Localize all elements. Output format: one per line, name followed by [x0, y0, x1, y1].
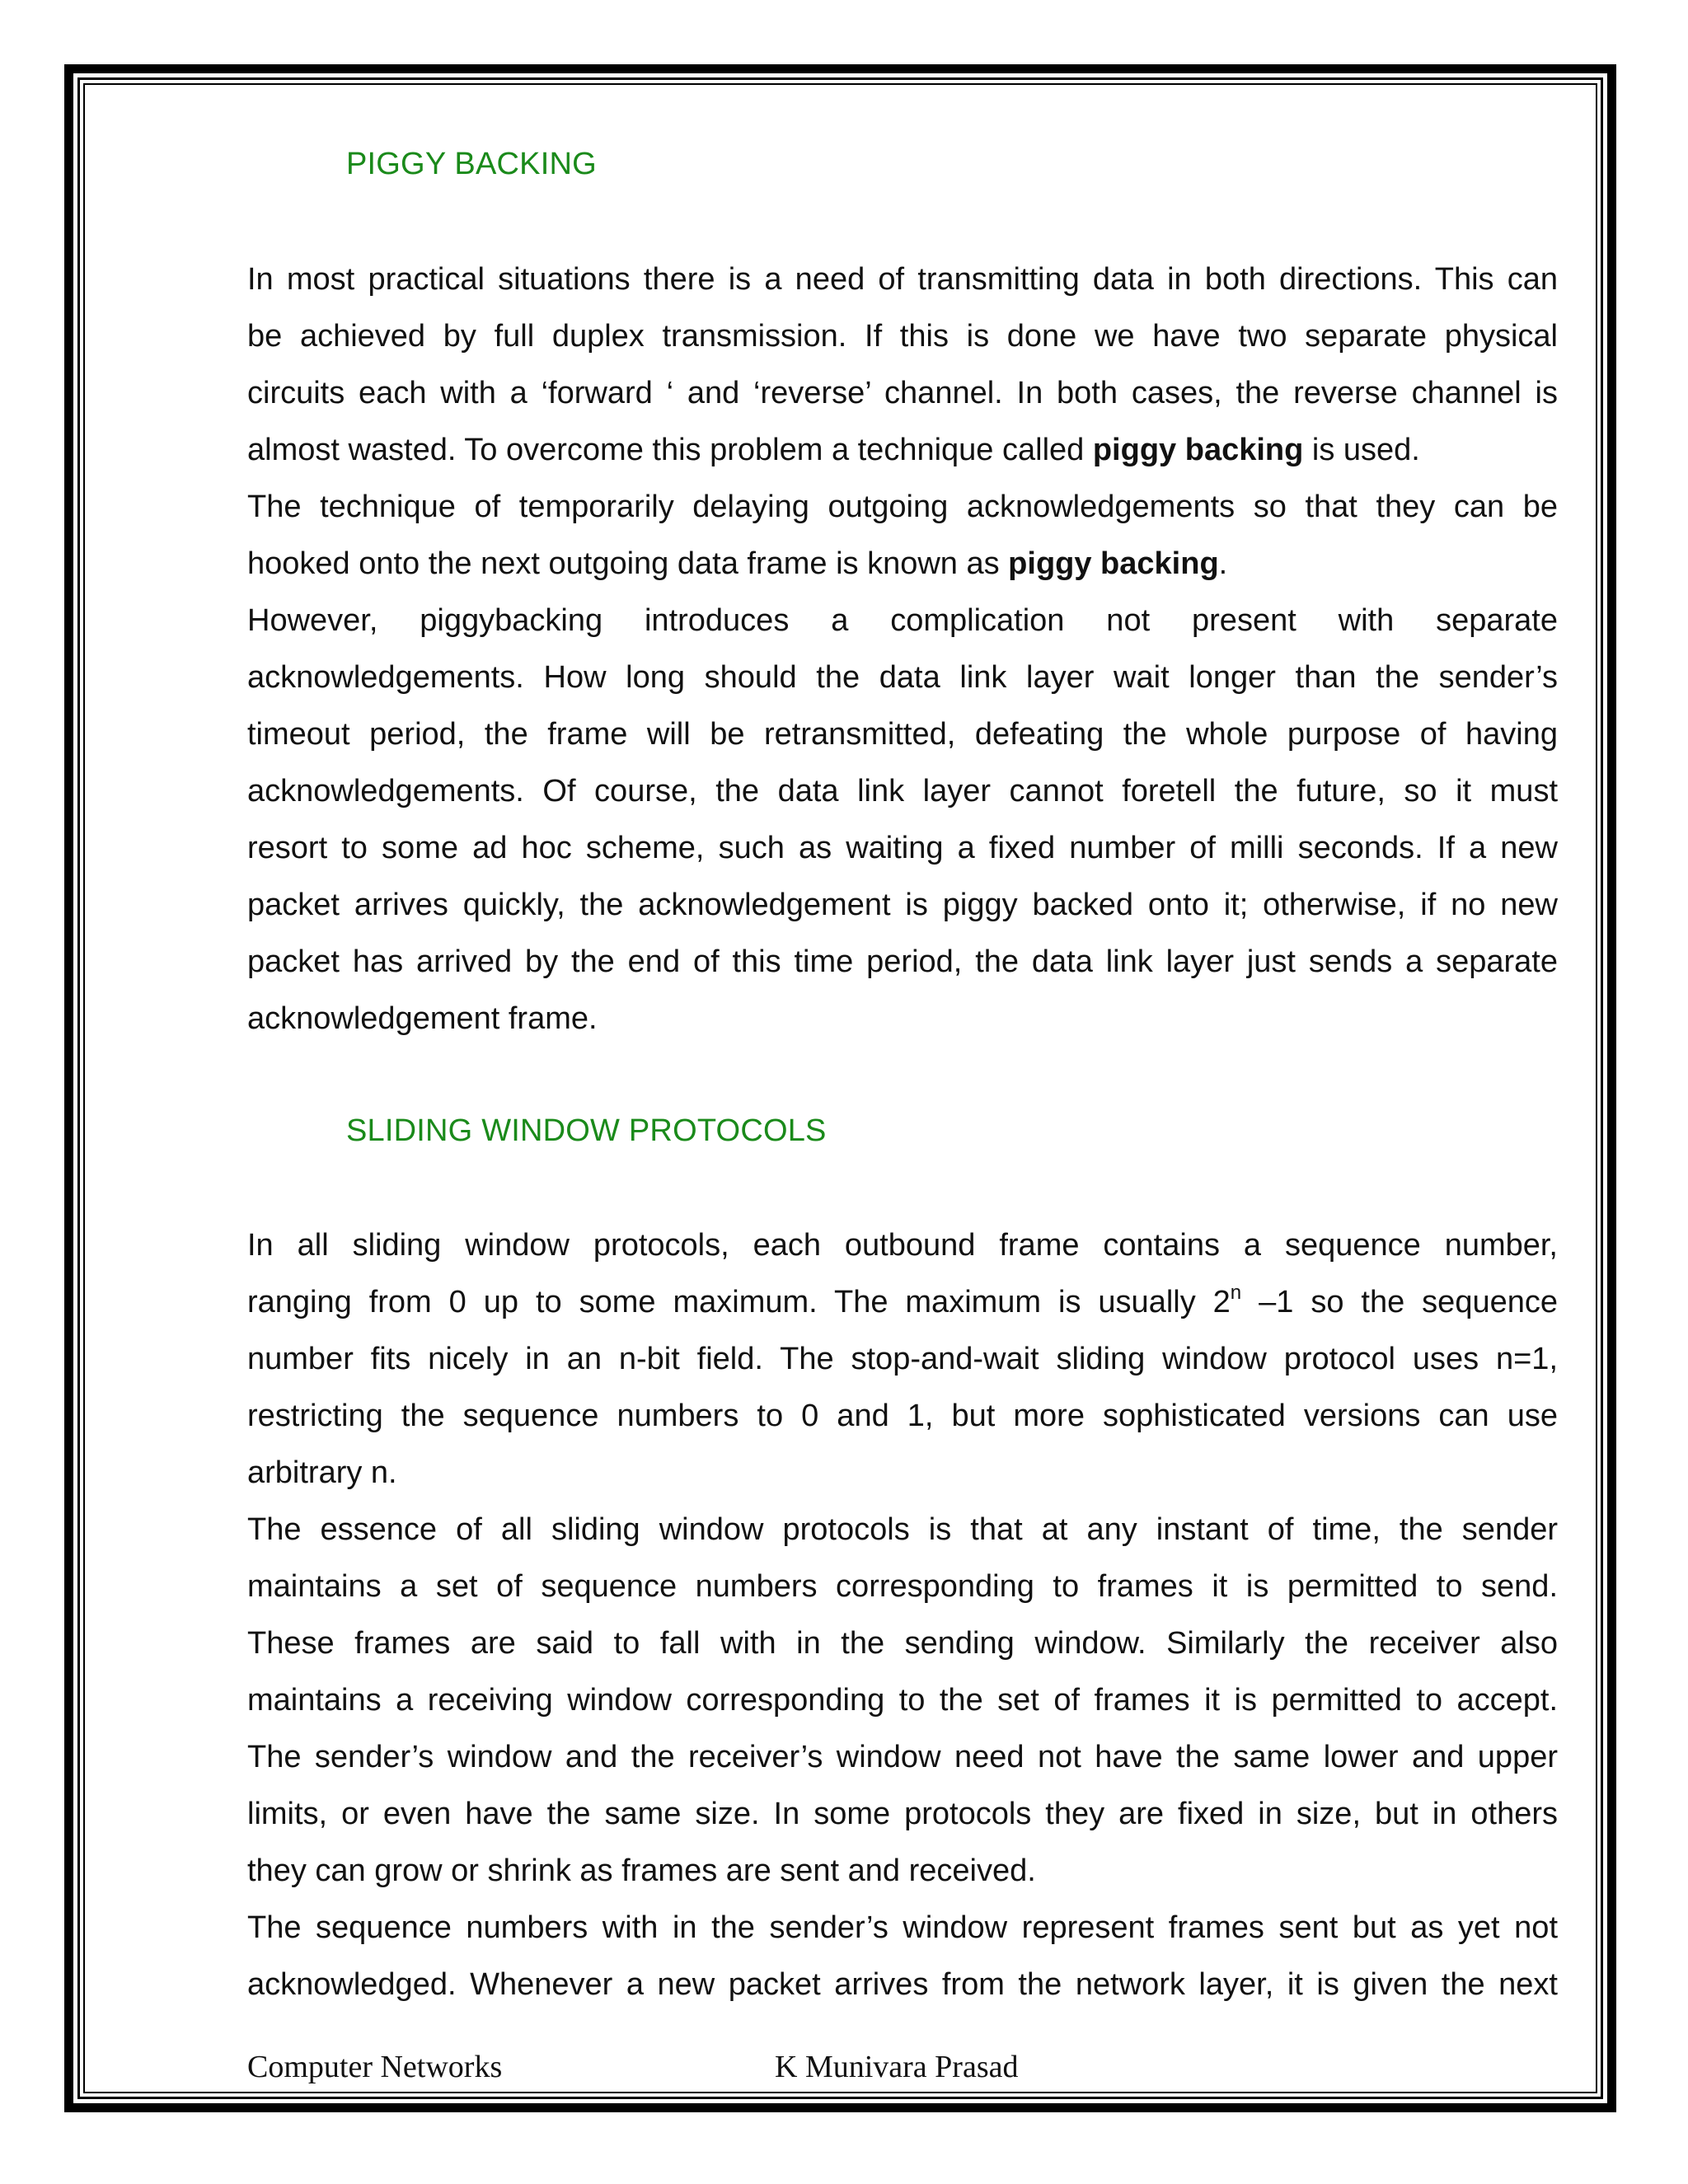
text-line: timeout period, the frame will be retransmitted, defeating the whole purpose of having	[247, 717, 1558, 752]
text-line: The sender’s window and the receiver’s window need not have the same lower and upper	[247, 1740, 1558, 1774]
paragraph-piggy-complication	[247, 593, 1558, 1047]
footer-course-title: Computer Networks	[247, 2050, 503, 2084]
text-line: However, piggybacking introduces a complication not present with separate	[247, 603, 1558, 638]
text-line: circuits each with a ‘forward ‘ and ‘reverse’ channel. In both cases, the reverse channel is	[247, 376, 1558, 410]
text-line: packet arrives quickly, the acknowledgement is piggy backed onto it; otherwise, if no new	[247, 888, 1558, 922]
text-line: The technique of temporarily delaying outgoing acknowledgements so that they can be	[247, 490, 1558, 524]
text-line: The sequence numbers with in the sender’s window represent frames sent but as yet not	[247, 1910, 1558, 1945]
paragraph-piggy-definition	[247, 479, 1558, 593]
paragraph-sliding-sequence	[247, 1900, 1558, 2013]
text-line: These frames are said to fall with in the sending window. Similarly the receiver also	[247, 1626, 1558, 1661]
text-run: hooked onto the next outgoing data frame is known as	[247, 546, 1009, 581]
text-line: acknowledgements. Of course, the data link layer cannot foretell the future, so it must	[247, 774, 1558, 808]
text-line	[247, 422, 1558, 479]
text-line: restricting the sequence numbers to 0 and 1, but more sophisticated versions can use	[247, 1399, 1558, 1433]
footer-author: K Munivara Prasad	[775, 2050, 1019, 2084]
paragraph-piggy-intro	[247, 251, 1558, 479]
section-heading-piggy-backing: PIGGY BACKING	[346, 147, 597, 181]
text-line	[247, 536, 1558, 593]
paragraph-sliding-intro	[247, 1217, 1558, 1502]
text-line: limits, or even have the same size. In some protocols they are fixed in size, but in others	[247, 1797, 1558, 1831]
text-line: The essence of all sliding window protocols is that at any instant of time, the sender	[247, 1512, 1558, 1547]
paragraph-sliding-essence	[247, 1502, 1558, 1900]
text-line: In most practical situations there is a need of transmitting data in both directions. This can	[247, 262, 1558, 297]
text-line: acknowledgement frame.	[247, 1001, 598, 1036]
text-run: –1 so the sequence	[1241, 1285, 1558, 1319]
text-run: .	[1218, 546, 1228, 581]
text-line: packet has arrived by the end of this time period, the data link layer just sends a separate	[247, 944, 1558, 979]
bold-term: piggy backing	[1008, 546, 1219, 581]
text-line: maintains a receiving window corresponding to the set of frames it is permitted to accept.	[247, 1683, 1558, 1718]
text-line: be achieved by full duplex transmission. If this is done we have two separate physical	[247, 319, 1558, 354]
text-line	[247, 1274, 1558, 1331]
text-run: is used.	[1303, 433, 1420, 467]
text-line: they can grow or shrink as frames are sent and received.	[247, 1854, 1036, 1888]
text-line: number fits nicely in an n-bit field. The stop-and-wait sliding window protocol uses n=1,	[247, 1342, 1558, 1376]
text-line: In all sliding window protocols, each outbound frame contains a sequence number,	[247, 1228, 1558, 1263]
text-line: arbitrary n.	[247, 1455, 397, 1490]
bold-term: piggy backing	[1092, 433, 1304, 467]
text-line: resort to some ad hoc scheme, such as waiting a fixed number of milli seconds. If a new	[247, 831, 1558, 865]
text-line: maintains a set of sequence numbers corresponding to frames it is permitted to send.	[247, 1569, 1558, 1604]
superscript: n	[1230, 1282, 1242, 1304]
text-line: acknowledged. Whenever a new packet arrives from the network layer, it is given the next	[247, 1967, 1558, 2002]
text-run: ranging from 0 up to some maximum. The maximum is usually 2	[247, 1285, 1231, 1319]
text-run: almost wasted. To overcome this problem a technique called	[247, 433, 1093, 467]
section-heading-sliding-window: SLIDING WINDOW PROTOCOLS	[346, 1113, 827, 1148]
text-line: acknowledgements. How long should the data link layer wait longer than the sender’s	[247, 660, 1558, 695]
